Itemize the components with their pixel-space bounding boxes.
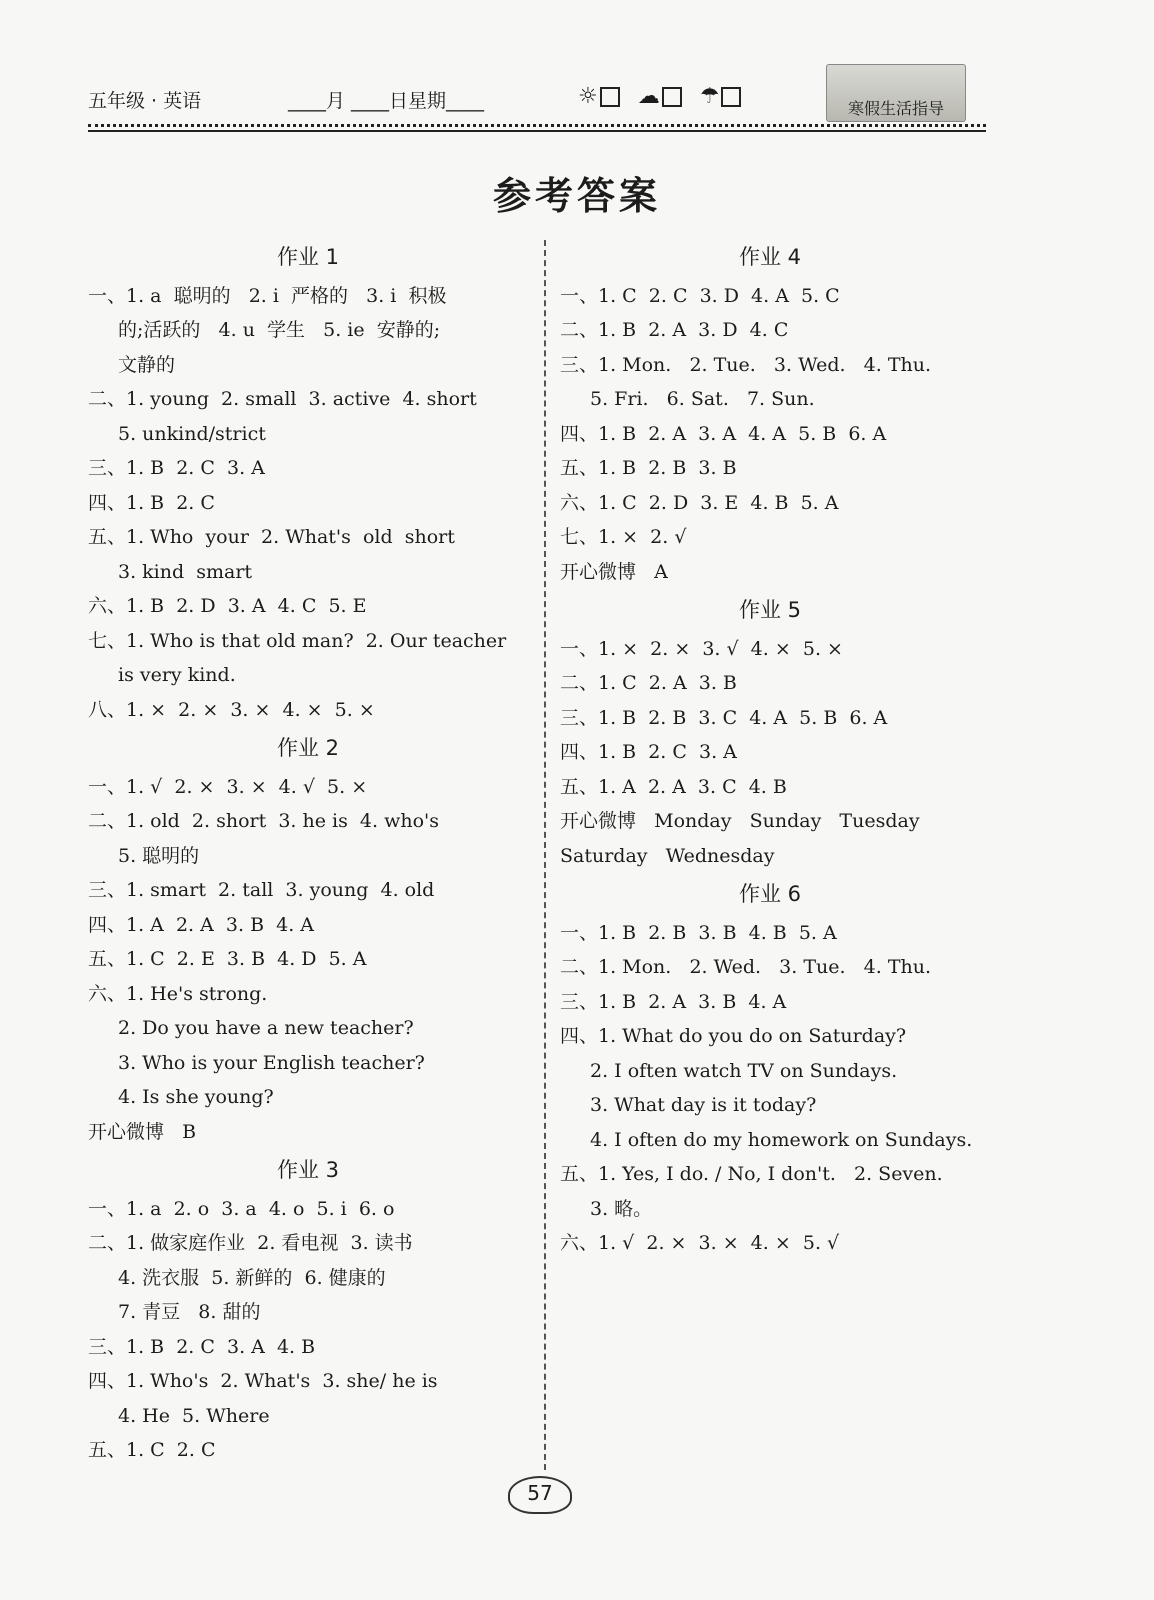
answer-line: 一、1. C 2. C 3. D 4. A 5. C <box>560 284 840 307</box>
answer-line: 3. kind smart <box>118 560 253 583</box>
answer-line: 五、1. C 2. C <box>88 1439 216 1461</box>
cloud-icon: ☁ <box>638 84 682 109</box>
column-divider <box>544 240 546 1470</box>
answer-line: 7. 青豆 8. 甜的 <box>118 1301 261 1323</box>
answer-line: 二、1. B 2. A 3. D 4. C <box>560 319 789 341</box>
answer-line: 六、1. √ 2. × 3. × 4. × 5. √ <box>560 1232 840 1254</box>
answer-line: 5. unkind/strict <box>118 422 266 445</box>
answer-line: 五、1. C 2. E 3. B 4. D 5. A <box>88 948 367 970</box>
answer-line: 六、1. C 2. D 3. E 4. B 5. A <box>560 491 839 514</box>
answer-line: 二、1. Mon. 2. Wed. 3. Tue. 4. Thu. <box>560 956 932 978</box>
answer-line: 一、1. √ 2. × 3. × 4. √ 5. × <box>88 775 368 798</box>
answer-line: 4. He 5. Where <box>118 1404 270 1427</box>
answer-line: 2. Do you have a new teacher? <box>118 1017 414 1039</box>
answer-line: 2. I often watch TV on Sundays. <box>590 1059 898 1082</box>
answer-line: 的;活跃的 4. u 学生 5. ie 安静的; <box>118 319 441 341</box>
answer-line: is very kind. <box>118 664 236 686</box>
answer-line: 4. I often do my homework on Sundays. <box>590 1128 973 1151</box>
answer-line: 3. Who is your English teacher? <box>118 1051 425 1074</box>
answer-line: 五、1. A 2. A 3. C 4. B <box>560 775 787 798</box>
answer-line: 一、1. a 聪明的 2. i 严格的 3. i 积极 <box>88 284 447 307</box>
answer-line: 三、1. smart 2. tall 3. young 4. old <box>88 879 435 901</box>
answer-line: 五、1. Who your 2. What's old short <box>88 526 455 548</box>
header-dotted-rule <box>88 124 986 127</box>
answer-line: 3. What day is it today? <box>590 1094 817 1116</box>
sun-icon: ☼ <box>578 84 620 109</box>
answer-line: 开心微博 A <box>560 560 668 583</box>
section-heading: 作业 3 <box>276 1158 340 1182</box>
answer-line: 4. 洗衣服 5. 新鲜的 6. 健康的 <box>118 1266 386 1289</box>
right-column <box>560 236 980 1261</box>
answer-line: 一、1. a 2. o 3. a 4. o 5. i 6. o <box>88 1197 395 1220</box>
answer-line: 开心微博 B <box>88 1120 197 1143</box>
rain-icon: ☂ <box>700 84 742 109</box>
answer-line: 二、1. C 2. A 3. B <box>560 672 737 694</box>
section-heading: 作业 6 <box>738 882 802 906</box>
answer-line: 二、1. old 2. short 3. he is 4. who's <box>88 810 439 832</box>
answer-line: 六、1. He's strong. <box>88 982 268 1005</box>
cloud-checkbox[interactable] <box>662 87 682 107</box>
answer-line: 五、1. B 2. B 3. B <box>560 457 737 479</box>
answer-line: 四、1. Who's 2. What's 3. she/ he is <box>88 1370 438 1392</box>
answer-line: 一、1. B 2. B 3. B 4. B 5. A <box>560 921 837 944</box>
answer-line: 三、1. B 2. A 3. B 4. A <box>560 990 787 1013</box>
answer-line: 4. Is she young? <box>118 1086 274 1108</box>
answer-line: 四、1. B 2. C 3. A <box>560 741 737 763</box>
answer-line: 二、1. young 2. small 3. active 4. short <box>88 388 477 410</box>
answer-line: 5. Fri. 6. Sat. 7. Sun. <box>590 388 815 410</box>
answer-line: 3. 略。 <box>590 1197 653 1220</box>
answer-line: 三、1. B 2. C 3. A 4. B <box>88 1335 316 1358</box>
page-title: 参考答案 <box>492 174 661 218</box>
section-heading: 作业 5 <box>738 598 802 622</box>
header-solid-rule <box>88 130 986 132</box>
left-column <box>88 236 528 1468</box>
answer-line: 一、1. × 2. × 3. √ 4. × 5. × <box>560 637 843 660</box>
answer-line: 开心微博 Monday Sunday Tuesday <box>560 810 920 832</box>
weather-checkboxes <box>578 84 741 109</box>
answer-line: 八、1. × 2. × 3. × 4. × 5. × <box>88 698 375 721</box>
winter-guide-badge: 寒假生活指导 <box>826 64 966 122</box>
answer-line: 5. 聪明的 <box>118 844 200 867</box>
answer-line: 四、1. B 2. A 3. A 4. A 5. B 6. A <box>560 422 887 445</box>
answer-line: 七、1. × 2. √ <box>560 526 687 548</box>
answer-line: 四、1. What do you do on Saturday? <box>560 1025 907 1047</box>
answer-line: 文静的 <box>118 353 176 376</box>
answer-line: 三、1. B 2. C 3. A <box>88 457 265 479</box>
grade-subject: 五年级 · 英语 <box>88 90 202 112</box>
section-heading: 作业 4 <box>738 245 802 269</box>
page-number: 57 <box>508 1476 572 1514</box>
answer-line: 四、1. A 2. A 3. B 4. A <box>88 913 315 936</box>
page-header <box>88 82 988 118</box>
answer-line: 三、1. Mon. 2. Tue. 3. Wed. 4. Thu. <box>560 353 932 376</box>
answer-line: 五、1. Yes, I do. / No, I don't. 2. Seven. <box>560 1163 943 1185</box>
answer-line: 四、1. B 2. C <box>88 491 215 514</box>
answer-line: 二、1. 做家庭作业 2. 看电视 3. 读书 <box>88 1232 413 1254</box>
rain-checkbox[interactable] <box>721 87 741 107</box>
answer-line: Saturday Wednesday <box>560 844 775 867</box>
section-heading: 作业 2 <box>276 736 340 760</box>
answer-line: 三、1. B 2. B 3. C 4. A 5. B 6. A <box>560 706 888 729</box>
answer-line: 七、1. Who is that old man? 2. Our teacher <box>88 629 507 652</box>
date-field: ____月 ____日星期____ <box>288 90 485 112</box>
section-heading: 作业 1 <box>276 245 340 269</box>
answer-line: 六、1. B 2. D 3. A 4. C 5. E <box>88 595 367 617</box>
sun-checkbox[interactable] <box>600 87 620 107</box>
